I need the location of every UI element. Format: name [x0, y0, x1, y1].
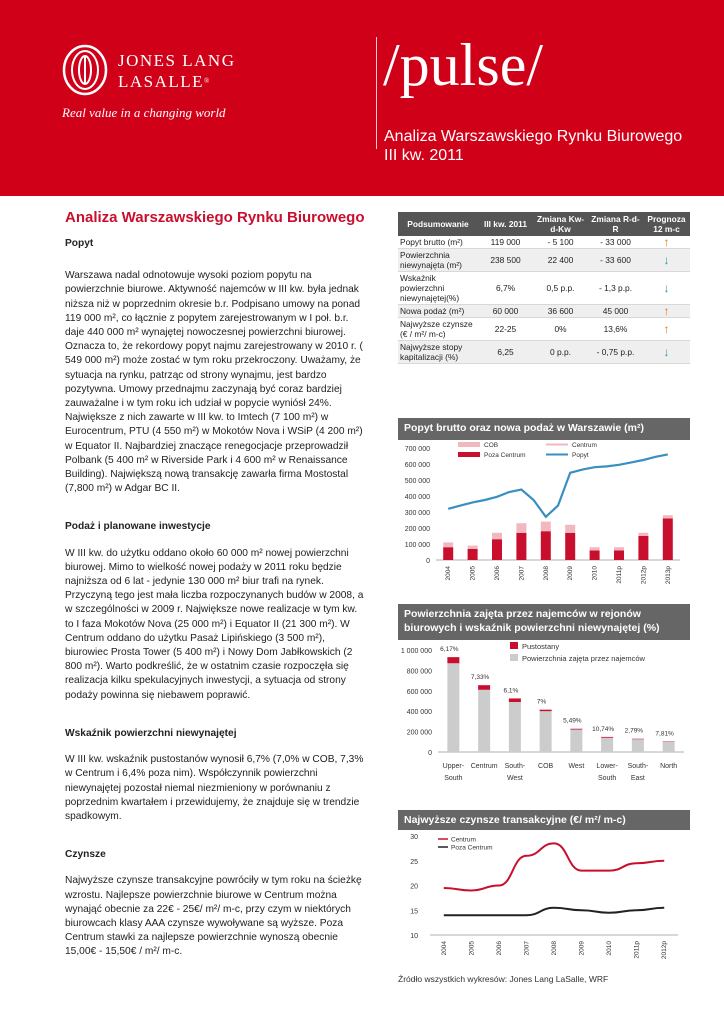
summary-row-yoy: 13,6% — [588, 318, 643, 341]
summary-row-label: Nowa podaż (m²) — [398, 305, 478, 318]
col-header-quarter: III kw. 2011 — [478, 212, 533, 236]
bar-cob — [492, 533, 502, 539]
x-tick-label: 2012p — [640, 566, 648, 585]
x-tick-label: COB — [538, 763, 554, 770]
bar-poza-centrum — [443, 547, 453, 560]
bar-vacancy — [447, 657, 459, 663]
y-tick-label: 10 — [410, 933, 418, 940]
line-popyt — [448, 454, 668, 516]
x-tick-label: 2007 — [518, 566, 526, 581]
bar-poza-centrum — [638, 536, 648, 560]
bar-cob — [614, 547, 624, 550]
section-title-rents: Czynsze — [65, 849, 106, 861]
x-tick-label: 2011p — [616, 566, 623, 584]
bar-occupied — [478, 690, 490, 752]
summary-table-box — [398, 212, 690, 364]
legend-label: Poza Centrum — [484, 452, 526, 459]
section-title-demand: Popyt — [65, 238, 94, 249]
chart-title-rents: Najwyższe czynsze transakcyjne (€/ m²/ m-c) — [398, 810, 690, 830]
bar-occupied — [447, 663, 459, 752]
bar-poza-centrum — [492, 539, 502, 560]
arrow-down-icon: ↓ — [643, 249, 690, 272]
bar-occupied — [509, 702, 521, 752]
source-note: Źródło wszystkich wykresów: Jones Lang LaSalle, WRF — [398, 974, 609, 984]
x-tick-label: 2009 — [578, 941, 586, 956]
x-tick-label: West — [506, 775, 523, 782]
data-label: 5,49% — [563, 717, 582, 725]
summary-row-qoq: 0 p.p. — [533, 341, 588, 364]
pulse-title: /pulse/ — [383, 32, 543, 98]
summary-row-quarter: 6,7% — [478, 272, 533, 305]
x-tick-label: South — [444, 775, 463, 782]
legend-swatch — [458, 442, 480, 447]
chart-title-demand-supply: Popyt brutto oraz nowa podaż w Warszawie (m²) — [398, 418, 690, 440]
bar-poza-centrum — [590, 550, 600, 560]
y-tick-label: 15 — [410, 908, 418, 916]
company-logo-text: JONES LANG LASALLE® — [118, 51, 236, 91]
bar-cob — [663, 515, 673, 518]
x-tick-label: 2007 — [523, 941, 531, 956]
summary-row-qoq: 0% — [533, 318, 588, 341]
data-label: 10,74% — [592, 725, 615, 733]
section-text-supply: W III kw. do użytku oddano około 60 000 m² nowej powierzchni biurowej. Mimo to wielkość nowej podaży w 2011 roku będzie najniższa od 6 lat - jedynie 130 000 m² biur trafi na rynek. Przyczyną tego jest mała liczba rozpoczynanych budów w 2008, a w szczególności w 2009 r. Największe nowe realizacje w tym kw. to I faza Mokotów Nova (25 000 m²) i Equator II (21 300 m²). W Centrum oddano do użytku Pasaż Lipińskiego (3 500 m²), biurowiec Prosta Tower (5 400 m²) i Nowy Dom Jabłkowskich (2 800 m²). Warto podkreślić, że w ostatnim czasie rozpoczęła się realizacja kilku spekulacyjnych inwestycji, a sytuacja od strony podaży powinna się niebawem poprawić. — [65, 547, 364, 701]
legend-label: COB — [484, 442, 499, 449]
bar-vacancy — [509, 698, 521, 702]
data-label: 7,33% — [470, 674, 490, 682]
x-tick-label: 2006 — [495, 941, 503, 956]
summary-row-quarter: 119 000 — [478, 236, 533, 249]
section-title-vacancy: Wskaźnik powierzchni niewynajętej — [65, 727, 237, 739]
data-label: 6,1% — [503, 687, 519, 695]
bar-vacancy — [540, 710, 552, 712]
chart-title-occupied-space: Powierzchnia zajęta przez najemców w rejonów biurowych i wskaźnik powierzchni niewynajętej (%) — [398, 604, 690, 640]
summary-row-qoq: 36 600 — [533, 305, 588, 318]
legend-label: Poza Centrum — [451, 844, 493, 852]
occupied-space-chart-svg — [398, 640, 690, 800]
x-tick-label: 2004 — [445, 566, 453, 581]
y-tick-label: 600 000 — [406, 688, 432, 696]
bar-cob — [590, 547, 600, 550]
demand-supply-chart-svg — [398, 440, 690, 600]
y-tick-label: 600 000 — [404, 462, 430, 469]
x-tick-label: 2006 — [494, 566, 501, 581]
y-tick-label: 20 — [410, 883, 418, 891]
x-tick-label: 2010 — [606, 941, 614, 956]
summary-row-label: Popyt brutto (m²) — [398, 236, 478, 249]
legend-label: Centrum — [572, 442, 597, 449]
line-poza-centrum — [444, 908, 664, 915]
bar-cob — [443, 542, 453, 547]
y-tick-label: 200 000 — [404, 526, 430, 533]
y-tick-label: 100 000 — [404, 542, 430, 549]
bar-cob — [565, 525, 575, 533]
report-title: Analiza Warszawskiego Rynku Biurowego III kw. 2011 — [384, 128, 683, 164]
arrow-up-icon: ↑ — [643, 305, 690, 318]
x-tick-label: 2005 — [469, 566, 477, 581]
bar-poza-centrum — [614, 550, 624, 560]
x-tick-label: 2012p — [661, 941, 669, 960]
bar-cob — [516, 523, 526, 533]
legend-label: Centrum — [451, 836, 476, 844]
page-header — [0, 0, 724, 196]
summary-row-yoy: - 33 600 — [588, 249, 643, 272]
x-tick-label: 2009 — [567, 566, 575, 581]
data-label: 6,17% — [440, 646, 459, 654]
x-tick-label: Centrum — [470, 763, 498, 770]
x-tick-label: West — [568, 763, 585, 770]
x-tick-label: East — [630, 775, 645, 782]
bar-occupied — [540, 711, 552, 752]
summary-row-quarter: 6,25 — [478, 341, 533, 364]
summary-row — [398, 249, 690, 272]
y-tick-label: 1 000 000 — [400, 648, 432, 655]
summary-row-label: Powierzchnia niewynajęta (m²) — [398, 249, 478, 272]
summary-row-label: Najwyższe stopy kapitalizacji (%) — [398, 341, 478, 364]
bar-vacancy — [601, 737, 613, 738]
header-divider — [376, 37, 377, 149]
bar-poza-centrum — [468, 549, 478, 560]
data-label: 7% — [536, 698, 547, 706]
summary-table — [398, 212, 690, 364]
legend-label: Popyt — [572, 452, 589, 459]
x-tick-label: 2005 — [468, 941, 476, 956]
tagline: Real value in a changing world — [62, 105, 226, 120]
arrow-up-icon: ↑ — [643, 236, 690, 249]
y-tick-label: 30 — [410, 834, 418, 841]
y-tick-label: 300 000 — [404, 510, 430, 517]
rents-chart — [398, 810, 690, 985]
summary-row-label: Najwyższe czynsze (€ / m²/ m-c) — [398, 318, 478, 341]
arrow-down-icon: ↓ — [643, 341, 690, 364]
arrow-up-icon: ↑ — [643, 318, 690, 341]
summary-row-quarter: 238 500 — [478, 249, 533, 272]
summary-row-qoq: 0,5 p.p. — [533, 272, 588, 305]
y-tick-label: 400 000 — [404, 494, 430, 501]
demand-supply-chart — [398, 418, 690, 605]
data-label: 7,81% — [655, 730, 674, 738]
y-tick-label: 0 — [428, 750, 432, 757]
col-header-summary: Podsumowanie — [398, 212, 478, 236]
col-header-forecast: Prognoza 12 m-c — [643, 212, 690, 236]
legend-swatch — [510, 654, 518, 661]
bar-occupied — [601, 738, 613, 752]
arrow-down-icon: ↓ — [643, 272, 690, 305]
y-tick-label: 0 — [426, 558, 430, 565]
x-tick-label: North — [660, 763, 678, 770]
bar-poza-centrum — [663, 518, 673, 560]
bar-occupied — [570, 730, 582, 752]
jll-logo-icon — [62, 44, 108, 96]
data-label: 2,79% — [624, 727, 644, 735]
col-header-qoq: Zmiana Kw-d-Kw — [533, 212, 588, 236]
x-tick-label: 2011p — [633, 941, 641, 959]
x-tick-label: 2013p — [664, 566, 672, 585]
bar-vacancy — [570, 729, 582, 730]
summary-row-yoy: - 0,75 p.p. — [588, 341, 643, 364]
bar-cob — [468, 546, 478, 549]
y-tick-label: 25 — [410, 858, 418, 866]
summary-row-label: Wskaźnik powierzchni niewynajętej(%) — [398, 272, 478, 305]
x-tick-label: South- — [627, 763, 649, 770]
summary-row — [398, 305, 690, 318]
summary-row — [398, 236, 690, 249]
article-heading: Analiza Warszawskiego Rynku Biurowego — [65, 209, 365, 226]
bar-occupied — [663, 742, 675, 752]
x-tick-label: Upper- — [442, 763, 465, 770]
y-tick-label: 400 000 — [406, 709, 432, 717]
summary-row-qoq: 22 400 — [533, 249, 588, 272]
x-tick-label: 2004 — [440, 941, 448, 956]
x-tick-label: 2010 — [591, 566, 599, 581]
summary-row — [398, 318, 690, 341]
bar-occupied — [632, 739, 644, 752]
section-text-demand: Warszawa nadal odnotowuje wysoki poziom popytu na powierzchnie biurowe. Aktywność najemców w III kw. była jednak niższa niż w poprzednim okresie b.r. Podpisano umowy na ponad 119 000 m², co łącznie z popytem zarejestrowanym w I poł. b.r. daje 440 000 m² wynajętej nowoczesnej powierzchni biurowej. Oznacza to, że rekordowy popyt najmu zarejestrowany w 2010 r. ( 549 000 m²) może zostać w tym roku przekroczony. Uważamy, że sytuacja na rynku, patrząc od strony wynajmu, jest bardzo pozytywna. Umowy przednajmu zaczynają być coraz bardziej zauważalne i w tym roku ich udział w popycie wyniósł 24%. Największe z nich zawarte w III kw. to Imtech (7 100 m²) w Eurocentrum, PTU (4 550 m²) w Mokotów Nova i WSiP (4 200 m²) w Equator II. Najbardziej znaczące renegocjacje przeprowadził Polbank (5 400 m² w Riverside Park i 4 600 m² w Renaissance Building). Największą nową transakcję zawarła firma Mostostal (7,800 m²) w Adgar BC II. — [65, 270, 363, 495]
x-tick-label: South — [597, 775, 617, 782]
bar-cob — [638, 533, 648, 536]
legend-swatch — [458, 452, 480, 457]
occupied-space-chart — [398, 604, 690, 805]
article-body — [65, 208, 365, 960]
y-tick-label: 500 000 — [404, 478, 430, 485]
bar-cob — [541, 522, 551, 532]
summary-row-yoy: 45 000 — [588, 305, 643, 318]
rents-chart-svg — [398, 830, 690, 980]
summary-row — [398, 341, 690, 364]
section-title-supply: Podaż i planowane inwestycje — [65, 521, 211, 533]
y-tick-label: 200 000 — [406, 729, 432, 737]
x-tick-label: 2008 — [542, 566, 550, 581]
summary-row-yoy: - 1,3 p.p. — [588, 272, 643, 305]
section-text-vacancy: W III kw. wskaźnik pustostanów wynosił 6,7% (7,0% w COB, 7,3% w Centrum i 6,4% poza nim). Współczynnik powierzchni niewynajętej pozostał niemal niezmieniony w porównaniu z poprzednim kwartałem i przewidujemy, że znajduje się w trendzie spadkowym. — [65, 754, 364, 822]
y-tick-label: 700 000 — [404, 446, 430, 453]
bar-poza-centrum — [516, 533, 526, 560]
bar-vacancy — [632, 739, 644, 740]
x-tick-label: 2008 — [551, 941, 558, 956]
bar-vacancy — [478, 685, 490, 690]
summary-row-quarter: 60 000 — [478, 305, 533, 318]
section-text-rents: Najwyższe czynsze transakcyjne powróciły w tym roku na ścieżkę wzrostu. Najlepsze powierzchnie biurowe w Centrum można wynająć obecnie za 22€ - 25€/ m²/ m-c, przy czym w niektórych biurowcach klasy AAA czynsze wywoływane są wyższe. Poza Centrum stawki za najlepsze powierzchnie wynoszą obecnie 15,00€ - 15,50€ / m²/ m-c. — [65, 875, 362, 958]
summary-row-yoy: - 33 000 — [588, 236, 643, 249]
summary-row-qoq: - 5 100 — [533, 236, 588, 249]
col-header-yoy: Zmiana R-d-R — [588, 212, 643, 236]
legend-swatch — [510, 642, 518, 649]
x-tick-label: South- — [504, 763, 526, 770]
summary-row-quarter: 22-25 — [478, 318, 533, 341]
bar-poza-centrum — [541, 531, 551, 560]
bar-poza-centrum — [565, 533, 575, 560]
legend-label: Pustostany — [522, 642, 560, 651]
y-tick-label: 800 000 — [406, 668, 432, 676]
x-tick-label: Lower- — [596, 763, 618, 770]
legend-label: Powierzchnia zajęta przez najemców — [522, 654, 645, 663]
summary-row — [398, 272, 690, 305]
